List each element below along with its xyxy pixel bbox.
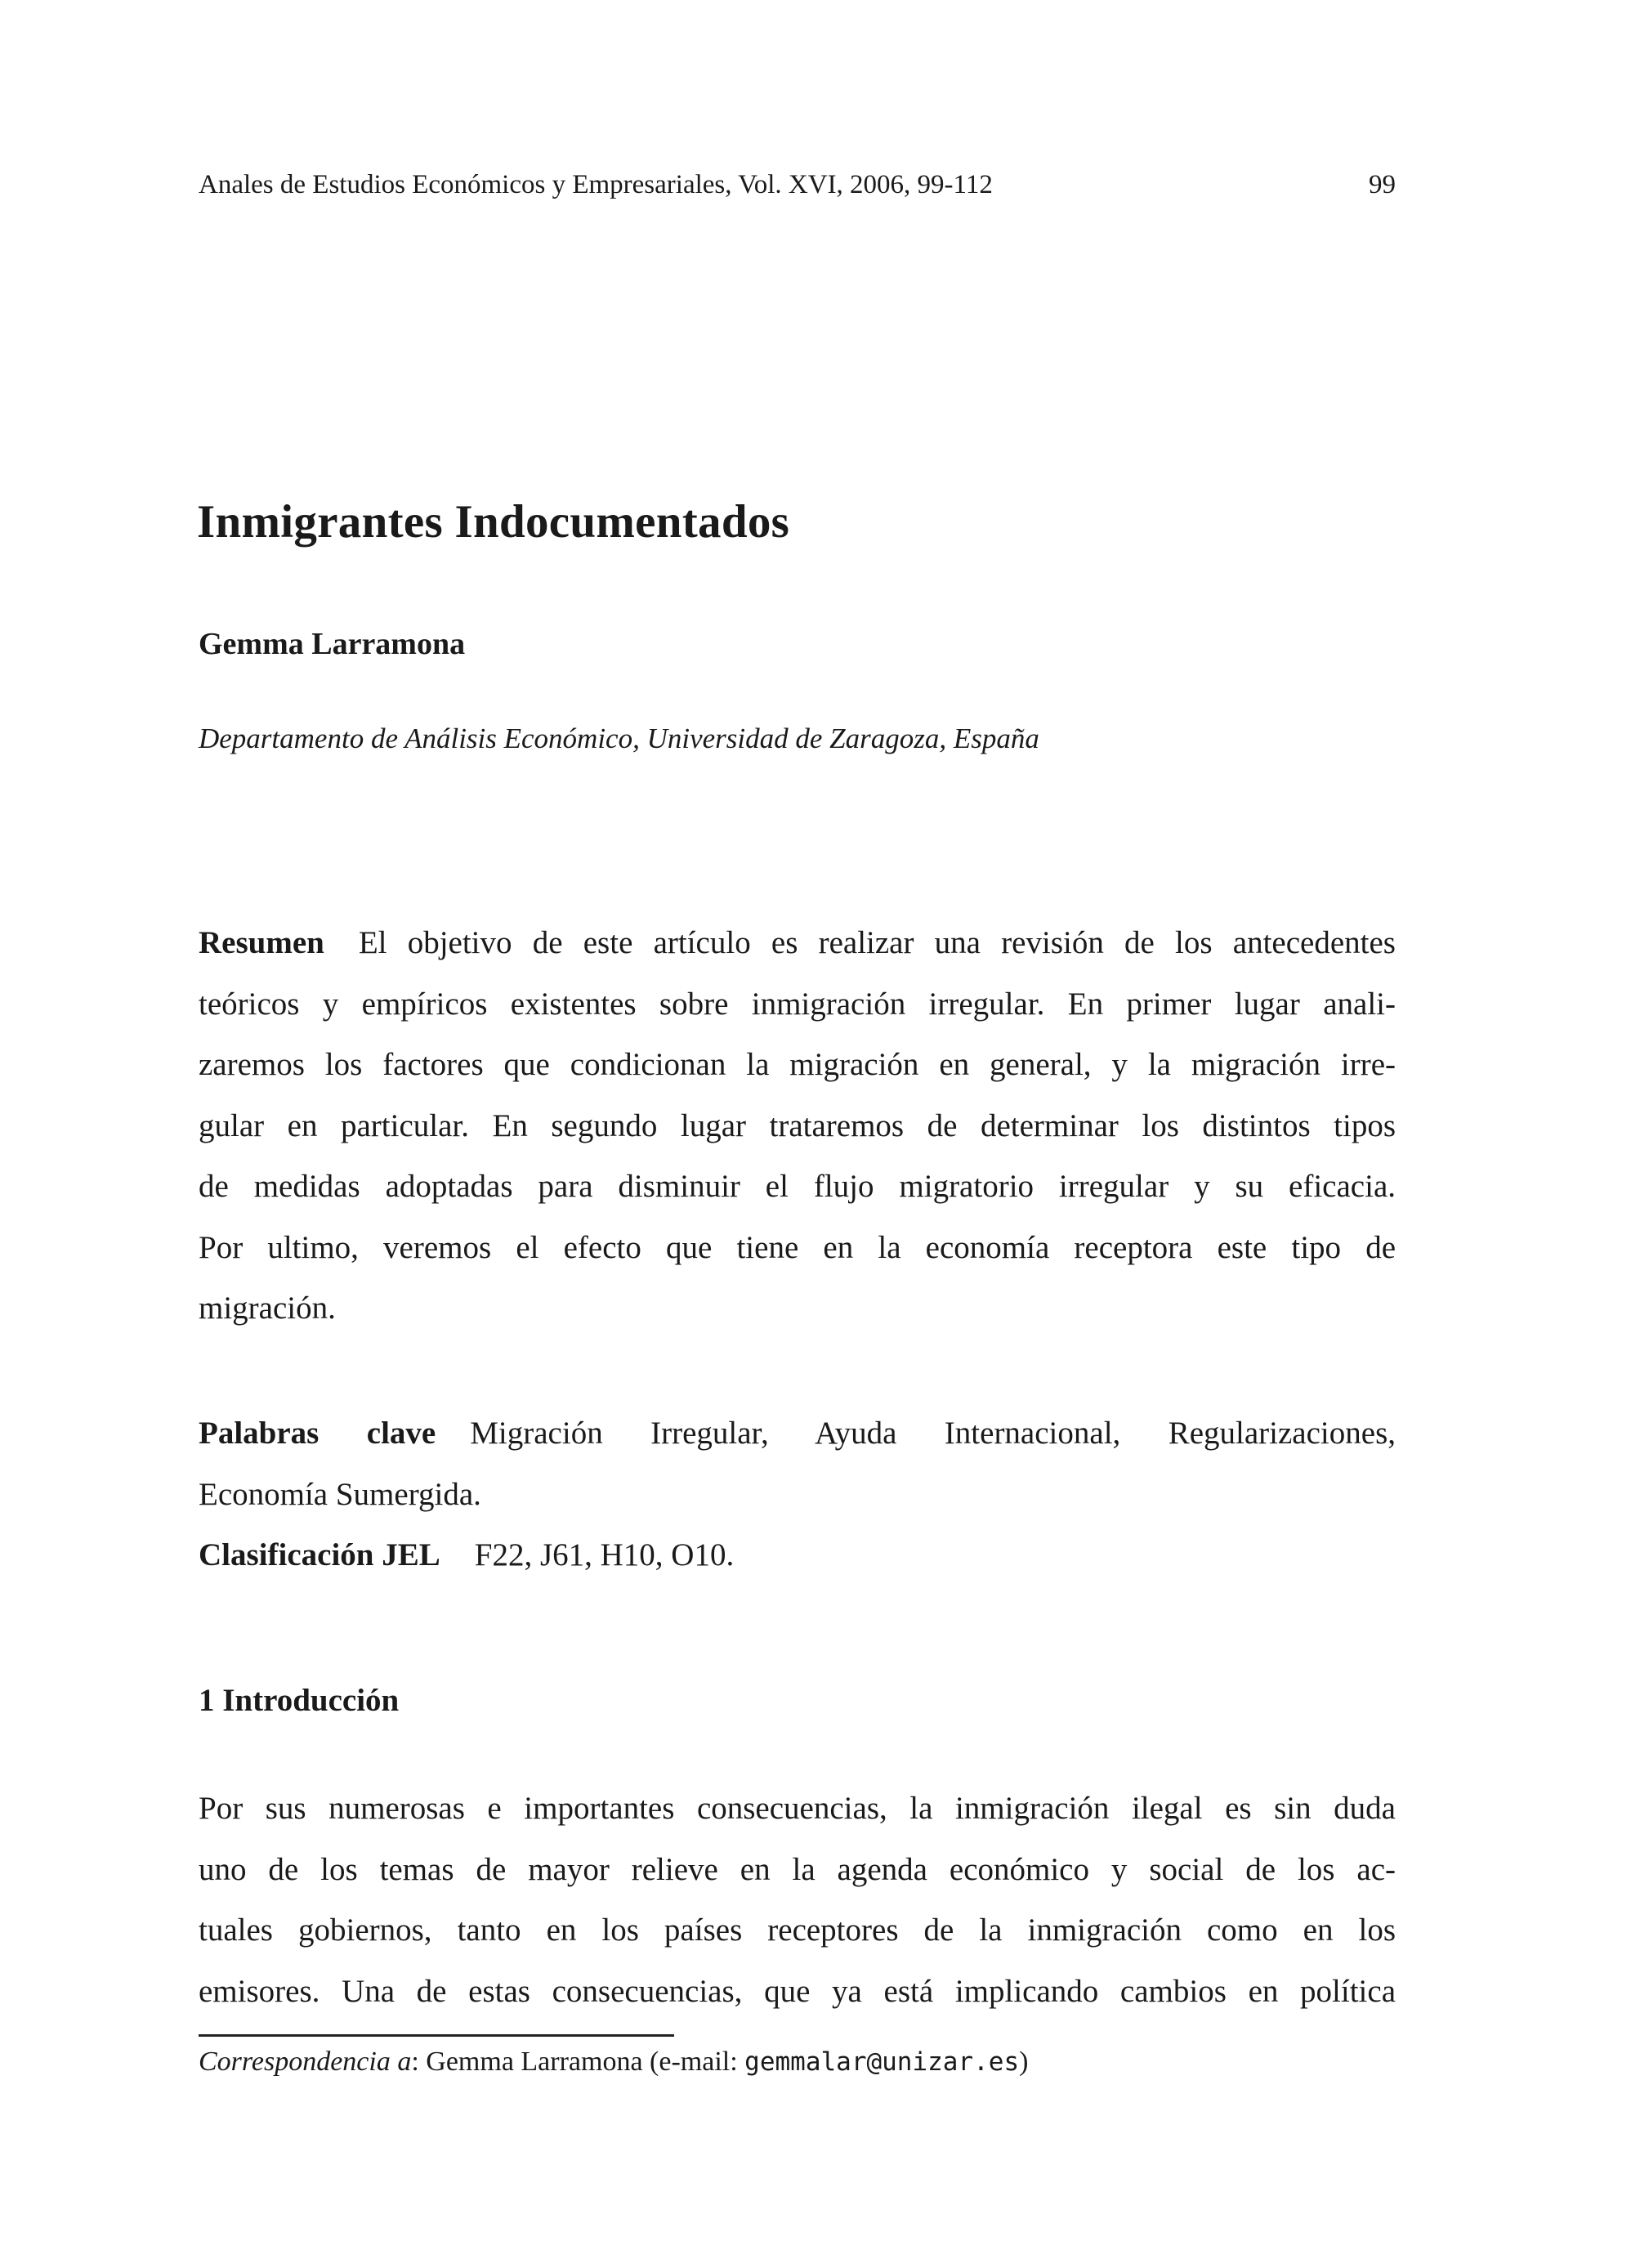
paragraph-line: emisores. Una de estas consecuencias, que ya está implicando cambios en política xyxy=(199,1973,1396,2009)
paragraph-line: uno de los temas de mayor relieve en la agenda económico y social de los ac- xyxy=(199,1851,1396,1887)
author-name: Gemma Larramona xyxy=(199,627,466,661)
footnote-divider xyxy=(199,2034,674,2037)
page-number: 99 xyxy=(1369,170,1396,199)
keywords xyxy=(199,1403,1396,1525)
email-link[interactable]: gemmalar@unizar.es xyxy=(744,2047,1020,2077)
footnote-label: Correspondencia a xyxy=(199,2047,412,2077)
article-title: Inmigrantes Indocumentados xyxy=(197,496,790,548)
abstract-line: teóricos y empíricos existentes sobre inmigración irregular. En primer lugar anali- xyxy=(199,986,1396,1022)
abstract-line: Por ultimo, veremos el efecto que tiene en la economía receptora este tipo de xyxy=(199,1229,1396,1265)
abstract xyxy=(199,913,1396,1340)
jel-classification xyxy=(199,1525,1396,1586)
abstract-label: Resumen xyxy=(199,925,324,960)
abstract-line: zaremos los factores que condicionan la migración en general, y la migración irre- xyxy=(199,1047,1396,1082)
paragraph-line: Por sus numerosas e importantes consecuencias, la inmigración ilegal es sin duda xyxy=(199,1791,1396,1826)
author-affiliation: Departamento de Análisis Económico, Universidad de Zaragoza, España xyxy=(199,722,1039,754)
journal-citation: Anales de Estudios Económicos y Empresariales, Vol. XVI, 2006, 99-112 xyxy=(199,170,993,199)
abstract-line: de medidas adoptadas para disminuir el flujo migratorio irregular y su eficacia. xyxy=(199,1169,1396,1204)
running-header xyxy=(199,170,1396,200)
footnote: Correspondencia a: Gemma Larramona (e-mail: gemmalar@unizar.es) xyxy=(199,2047,1029,2077)
intro-paragraph xyxy=(199,1778,1396,2022)
keywords-label: Palabras clave xyxy=(199,1416,436,1451)
section-heading: 1 Introducción xyxy=(199,1683,400,1718)
abstract-line: gular en particular. En segundo lugar trataremos de determinar los distintos tipos xyxy=(199,1107,1396,1143)
jel-codes: F22, J61, H10, O10. xyxy=(474,1537,735,1572)
jel-label: Clasificación JEL xyxy=(199,1537,440,1572)
paragraph-line: tuales gobiernos, tanto en los países receptores de la inmigración como en los xyxy=(199,1912,1396,1948)
abstract-line: Resumen El objetivo de este artículo es realizar una revisión de los antecedentes xyxy=(199,925,1396,960)
abstract-line: migración. xyxy=(199,1291,336,1326)
keywords-line: Economía Sumergida. xyxy=(199,1476,481,1512)
keywords-line: Palabras clave Migración Irregular, Ayuda Internacional, Regularizaciones, xyxy=(199,1416,1396,1451)
